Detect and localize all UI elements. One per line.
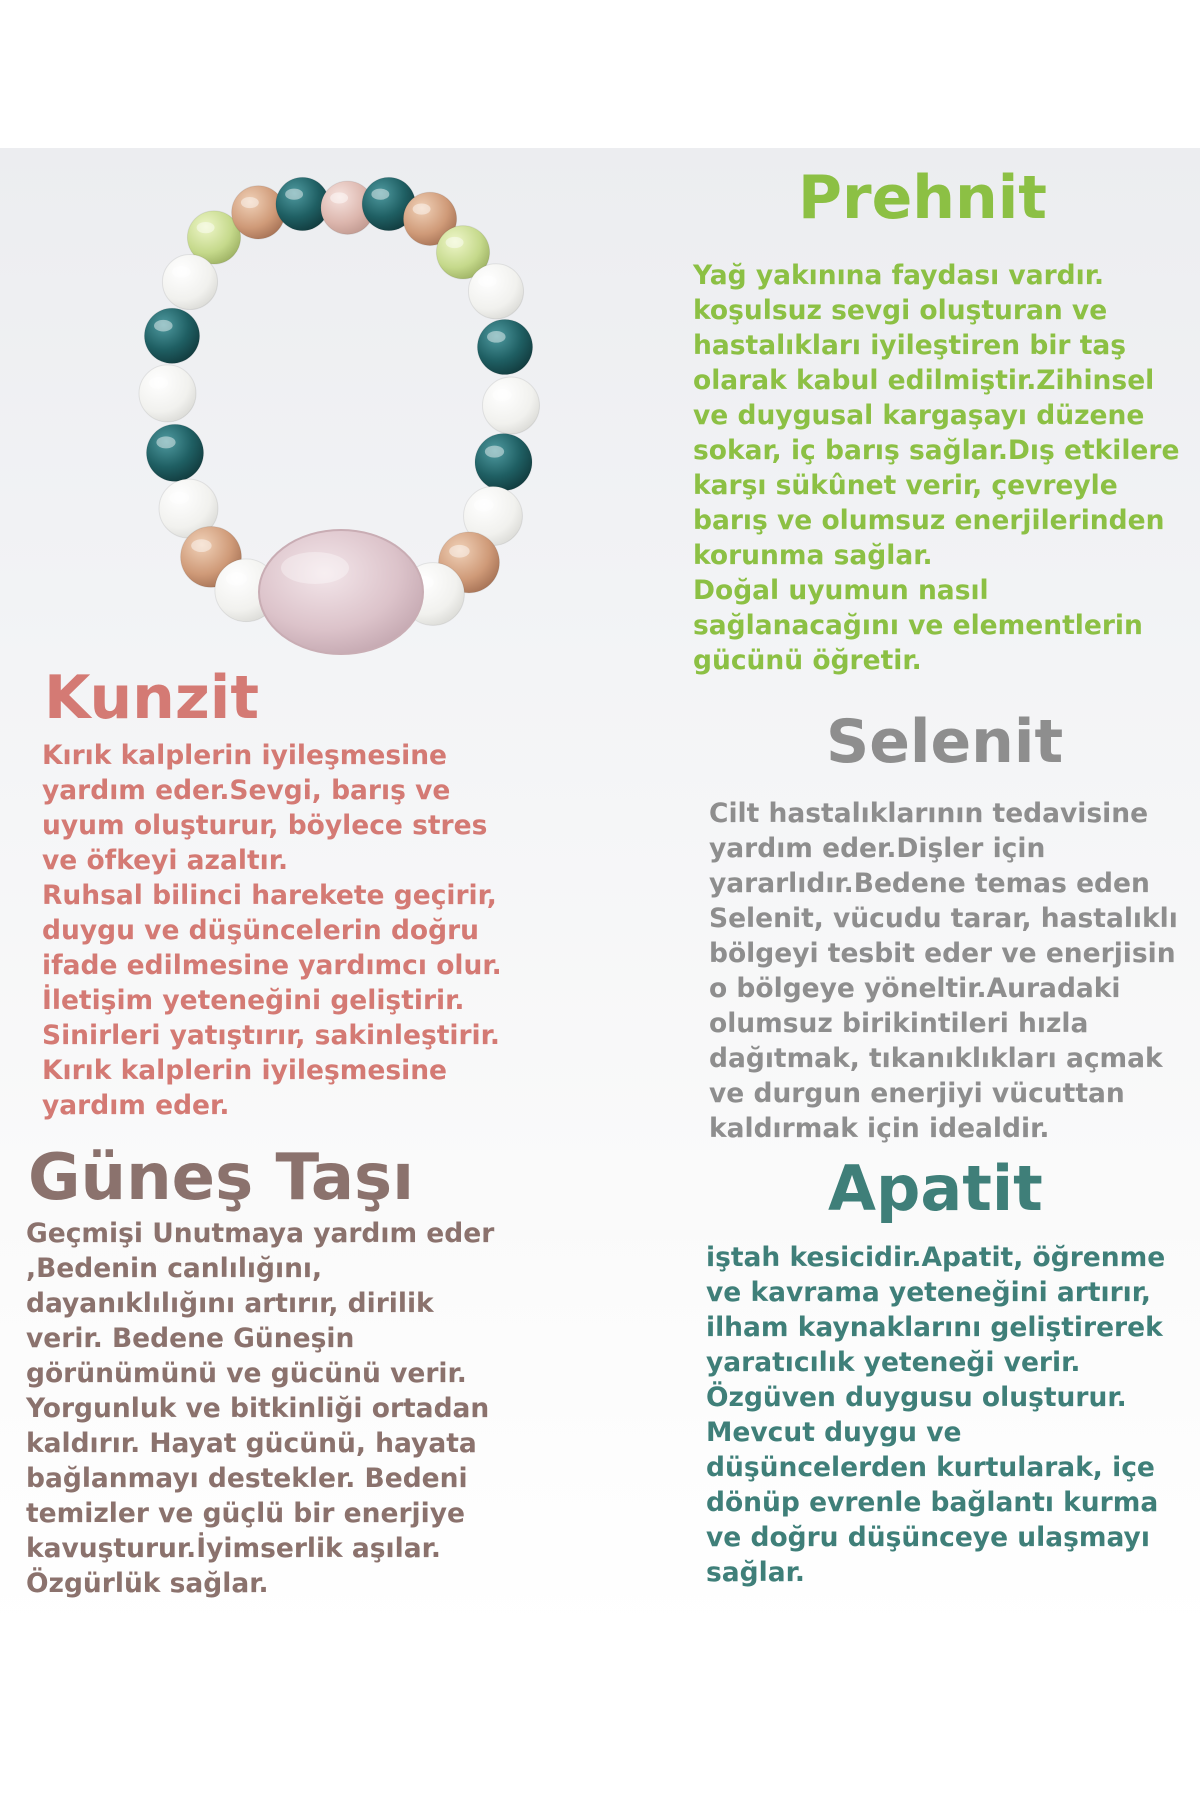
kunzit-stone-highlight: [281, 552, 349, 584]
kunzit-center-stone: [259, 530, 423, 654]
bead-12: [139, 365, 196, 422]
bead-9: [468, 264, 523, 319]
kunzit-title: Kunzit: [44, 663, 260, 733]
prehnit-description: Yağ yakınına faydası vardır. koşulsuz sevgi oluşturan ve hastalıkları iyileştiren bir taş olarak kabul edilmiştir.Zihinsel ve duygusal kargaşayı düzene sokar, iç barış sağlar.Dış etkilere karşı sükûnet verir, çevreyle barış ve olumsuz enerjilerinden korunma sağlar. Doğal uyumun nasıl sağlanacağını ve elementlerin gücünü öğretir.: [693, 260, 1180, 676]
bead-highlight: [149, 377, 168, 389]
bead-highlight: [478, 275, 497, 287]
bead-highlight: [197, 222, 215, 233]
bead-highlight: [156, 436, 175, 448]
bracelet-photo: [130, 160, 550, 680]
bead-highlight: [241, 197, 259, 208]
bead-highlight: [413, 203, 431, 214]
bead-highlight: [446, 237, 464, 248]
selenit-description: Cilt hastalıklarının tedavisine yardım eder.Dişler için yararlıdır.Bedene temas eden Selenit, vücudu tarar, hastalıklı bölgeyi tesbit eder ve enerjisin o bölgeye yöneltir.Auradaki olumsuz birikintileri hızla dağıtmak, tıkanıklıkları açmak ve durgun enerjiyi vücuttan kaldırmak için idealdir.: [709, 798, 1178, 1144]
bead-highlight: [172, 266, 191, 278]
kunzit-description: Kırık kalplerin iyileşmesine yardım eder.Sevgi, barış ve uyum oluşturur, böylece stres ve öfkeyi azaltır. Ruhsal bilinci harekete geçirir, duygu ve düşüncelerin doğru ifade edilmesine yardımcı olur. İletişim yeteneğini geliştirir. Sinirleri yatıştırır, sakinleştirir. Kırık kalplerin iyileşmesine yardım eder.: [42, 740, 502, 1121]
bead-highlight: [487, 331, 506, 343]
bead-highlight: [226, 572, 247, 585]
bead-highlight: [154, 320, 173, 332]
bead-11: [477, 319, 532, 374]
gunes-tasi-description: Geçmişi Unutmaya yardım eder ,Bedenin canlılığını, dayanıklılığını artırır, dirilik verir. Bedene Güneşin görünümünü ve gücünü verir. Yorgunluk ve bitkinliği ortadan kaldırır. Hayat gücünü, hayata bağlanmayı destekler. Bedeni temizler ve güçlü bir enerjiye kavuşturur.İyimserlik aşılar. Özgürlük sağlar.: [26, 1218, 495, 1599]
prehnit-title: Prehnit: [798, 163, 1047, 233]
selenit-title: Selenit: [826, 707, 1064, 777]
bead-highlight: [285, 189, 303, 200]
apatit-title: Apatit: [828, 1152, 1043, 1225]
bead-15: [475, 434, 532, 491]
bead-highlight: [169, 492, 189, 504]
bead-8: [162, 254, 217, 309]
apatit-description: iştah kesicidir.Apatit, öğrenme ve kavrama yeteneğini artırır, ilham kaynaklarını geliştirerek yaratıcılık yeteneği verir. Özgüven duygusu oluşturur. Mevcut duygu ve düşüncelerden kurtularak, içe dönüp evrenle bağlantı kurma ve doğru düşünceye ulaşmayı sağlar.: [706, 1242, 1166, 1588]
bead-14: [147, 424, 204, 481]
gunes-tasi-title: Güneş Taşı: [28, 1141, 415, 1215]
bead-highlight: [449, 545, 469, 558]
bead-10: [144, 308, 199, 363]
bead-highlight: [330, 192, 348, 203]
bead-highlight: [191, 539, 211, 552]
bead-13: [483, 377, 540, 434]
bead-highlight: [371, 189, 389, 200]
bead-highlight: [485, 446, 504, 458]
bead-highlight: [474, 499, 494, 511]
bead-highlight: [492, 389, 511, 401]
